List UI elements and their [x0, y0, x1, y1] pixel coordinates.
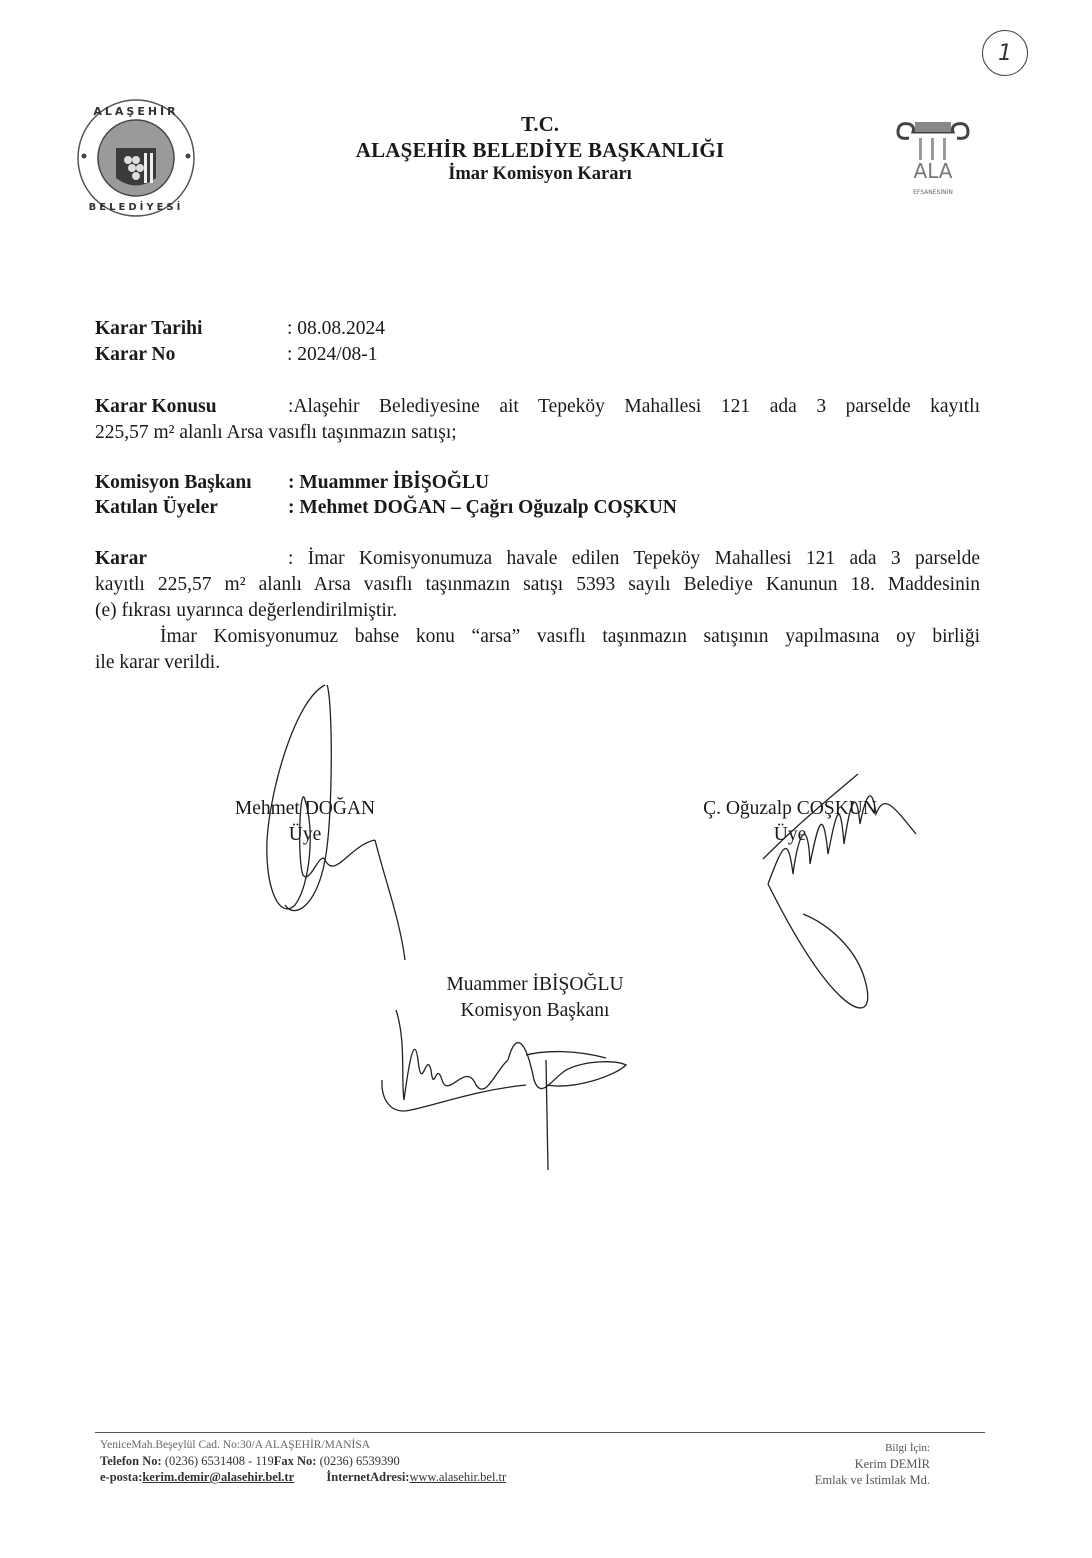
seal-top-text: ALAŞEHİR	[93, 105, 179, 118]
subject-text-first: :Alaşehir Belediyesine ait Tepeköy Mahallesi 121 ada 3 parselde kayıtlı	[288, 396, 980, 417]
member1-role: Üye	[288, 824, 322, 845]
phone-label: Telefon No:	[100, 1454, 162, 1468]
fax-value: (0236) 6539390	[316, 1454, 400, 1468]
info-label: Bilgi İçin:	[885, 1442, 930, 1454]
subject-text-second: 225,57 m² alanlı Arsa vasıflı taşınmazın satışı;	[95, 422, 457, 443]
decision-no-value: : 2024/08-1	[287, 344, 378, 365]
decision-line-5: ile karar verildi.	[95, 652, 221, 673]
footer-divider	[95, 1432, 985, 1433]
page-number: 1	[982, 30, 1028, 76]
email-link[interactable]: kerim.demir@alasehir.bel.tr	[142, 1470, 295, 1484]
commission-chair-value: : Muammer İBİŞOĞLU	[288, 472, 490, 493]
commission-chair-label: Komisyon Başkanı	[95, 472, 252, 493]
chair-signature	[376, 1000, 646, 1180]
decision-row	[95, 546, 980, 572]
chair-role: Komisyon Başkanı	[460, 1000, 610, 1021]
decision-line-2: kayıtlı 225,57 m² alanlı Arsa vasıflı taşınmazın satışı 5393 sayılı Belediye Kanunun 18. Maddesinin	[95, 574, 980, 595]
footer-email-line	[100, 1469, 660, 1485]
subject-row	[95, 394, 980, 420]
header-municipality: ALAŞEHİR BELEDİYE BAŞKANLIĞI	[355, 138, 725, 162]
info-name: Kerim DEMİR	[854, 1457, 930, 1471]
commission-chair-row	[95, 470, 980, 496]
footer-contact	[100, 1437, 660, 1485]
commission-members-value: : Mehmet DOĞAN – Çağrı Oğuzalp COŞKUN	[288, 497, 677, 518]
subject-label: Karar Konusu	[95, 396, 217, 417]
fax-label: Fax No:	[273, 1454, 317, 1468]
member1-signature	[255, 680, 455, 970]
decision-date-label: Karar Tarihi	[95, 318, 203, 339]
decision-no-label: Karar No	[95, 344, 176, 365]
header-tc: T.C.	[520, 112, 560, 136]
seal-bottom-text: BELEDİYESİ	[88, 202, 184, 213]
member2-name: Ç. Oğuzalp COŞKUN	[703, 798, 877, 819]
ala-logo-subtext: EFSANESİNİN	[913, 189, 953, 196]
decision-date-row	[95, 316, 595, 342]
header-document-type: İmar Komisyon Kararı	[448, 164, 632, 184]
ala-logo-text: ALA	[913, 159, 953, 183]
footer-info	[740, 1440, 930, 1488]
footer-phone-line	[100, 1453, 660, 1469]
commission-members-row	[95, 495, 980, 521]
decision-date-value: : 08.08.2024	[287, 318, 386, 339]
phone-value: (0236) 6531408 - 119	[161, 1454, 274, 1468]
decision-line-3: (e) fıkrası uyarınca değerlendirilmiştir.	[95, 600, 398, 621]
member2-signature	[748, 764, 948, 1024]
footer-address: YeniceMah.Beşeylül Cad. No:30/A ALAŞEHİR/MANİSA	[100, 1439, 371, 1451]
chair-name: Muammer İBİŞOĞLU	[446, 974, 624, 995]
member1-name: Mehmet DOĞAN	[234, 798, 376, 819]
web-label: İnternetAdresi:	[326, 1470, 410, 1484]
member2-role: Üye	[773, 824, 807, 845]
web-link[interactable]: www.alasehir.bel.tr	[409, 1470, 507, 1484]
email-label: e-posta:	[100, 1470, 143, 1484]
decision-line-1: : İmar Komisyonumuza havale edilen Tepeköy Mahallesi 121 ada 3 parselde	[288, 548, 980, 569]
decision-label: Karar	[95, 548, 147, 569]
info-title: Emlak ve İstimlak Md.	[814, 1473, 930, 1487]
decision-no-row	[95, 342, 595, 368]
decision-line-4: İmar Komisyonumuz bahse konu “arsa” vasıflı taşınmazın satışının yapılmasına oy birliği	[160, 626, 980, 647]
commission-members-label: Katılan Üyeler	[95, 497, 218, 518]
